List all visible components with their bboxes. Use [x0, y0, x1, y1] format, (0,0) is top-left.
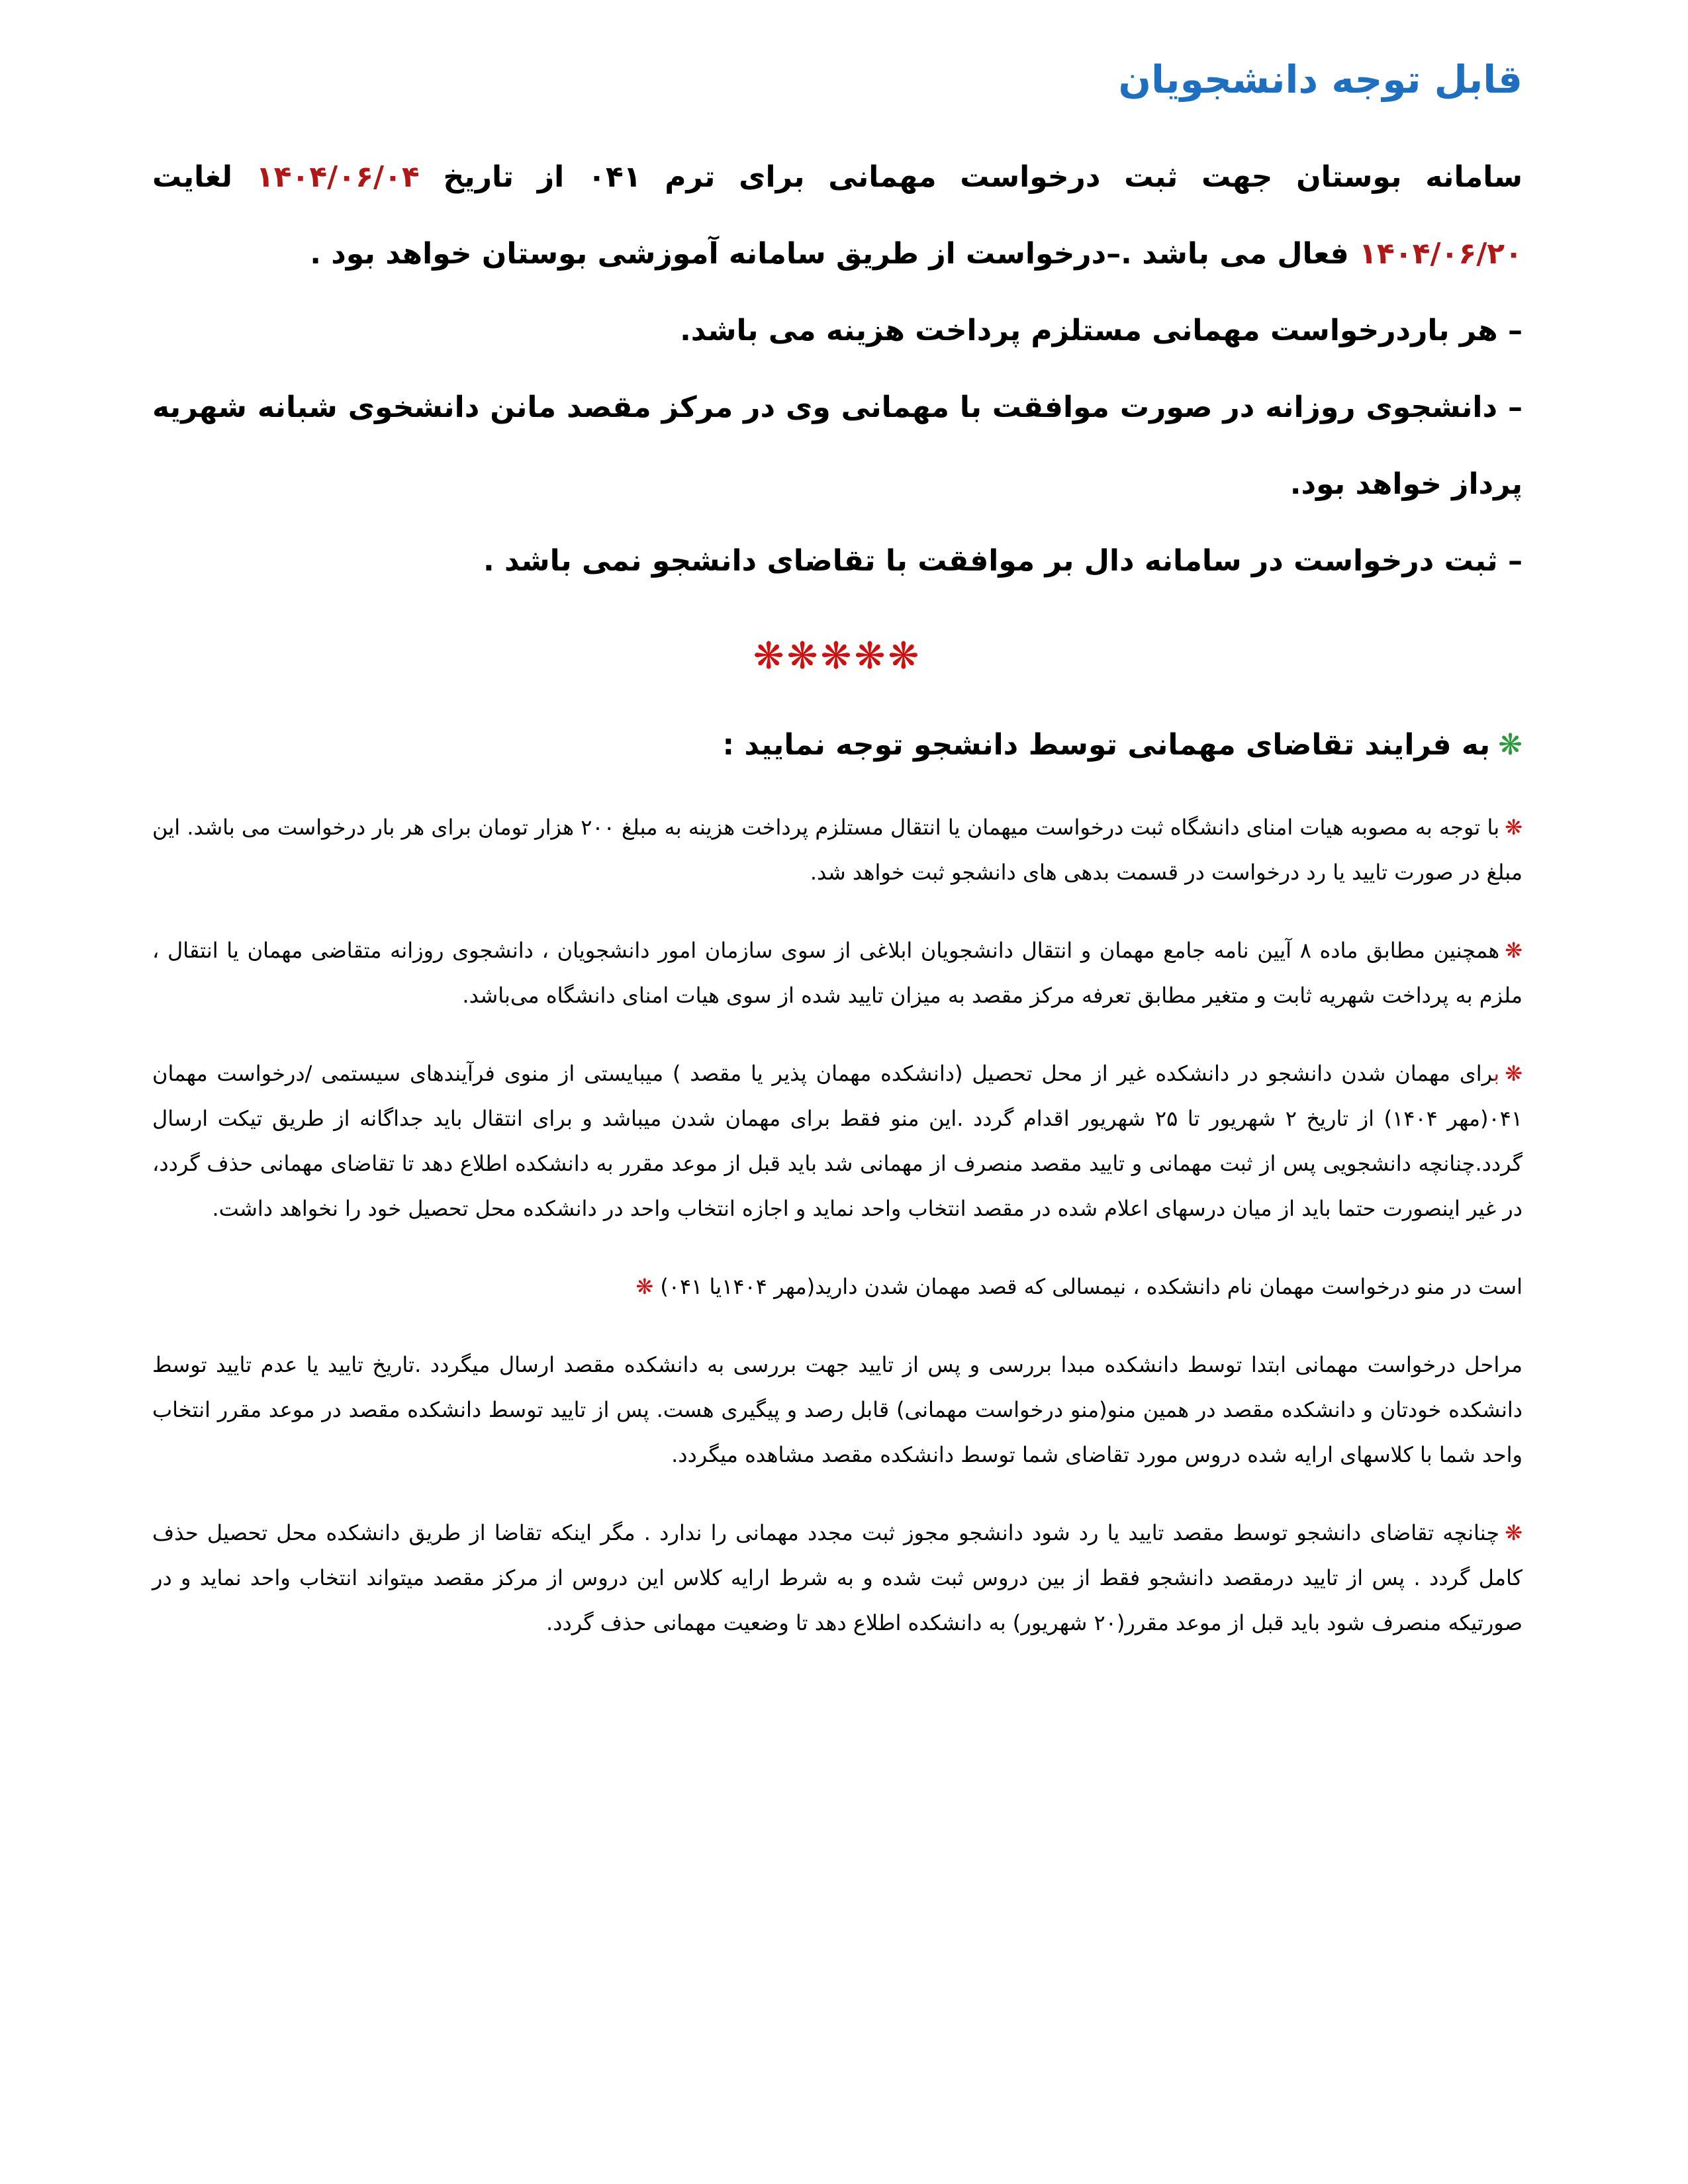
- bullet-icon: ❋: [1505, 815, 1523, 840]
- paragraph-fee: [152, 805, 1523, 895]
- intro-paragraph-dates: [152, 139, 1523, 293]
- intro-section: [152, 139, 1523, 600]
- paragraph-rejection: [152, 1510, 1523, 1645]
- intro-text-part-a: سامانه بوستان جهت ثبت درخواست مهمانی برای ترم ۰۴۱ از تاریخ: [419, 160, 1523, 194]
- process-heading-text: به فرایند تقاضای مهمانی توسط دانشجو توجه نمایید :: [722, 728, 1491, 762]
- paragraph-steps: مراحل درخواست مهمانی ابتدا توسط دانشکده مبدا بررسی و پس از تایید جهت بررسی به دانشکده مقصد ارسال میگردد .تاریخ تایید یا عدم تایید توسط دانشکده خودتان و دانشکده مقصد در همین منو(منو درخواست مهمانی) قابل رصد و پیگیری هست. پس از تایید توسط دانشکده مقصد در موعد مقرر انتخاب واحد شما با کلاسهای ارایه شده دروس مورد تقاضای شما توسط دانشکده مقصد مشاهده میگردد.: [152, 1352, 1523, 1467]
- paragraph-guest-process-text: رای مهمان شدن دانشجو در دانشکده غیر از محل تحصیل (دانشکده مهمان پذیر یا مقصد ) میبایستی از منوی فرآیندهای سیستمی /درخواست مهمان ۰۴۱(مهر ۱۴۰۴) از تاریخ ۲ شهریور تا ۲۵ شهریور اقدام گردد .این منو فقط برای مهمان شدن میباشد و برای انتقال باید جداگانه از طریق تیکت ارسال گردد.چنانچه دانشجویی پس از ثبت مهمانی و تایید مقصد منصرف از مهمانی شد باید قبل از موعد مقرر به دانشکده اطلاع دهد تا تقاضای مهمانی حذف گردد، در غیر اینصورت حتما باید از میان درسهای اعلام شده در مقصد انتخاب واحد نماید و اجازه انتخاب واحد در دانشکده محل تحصیل خود را نخواهد داشت.: [152, 1061, 1523, 1221]
- paragraph-menu-text: است در منو درخواست مهمان نام دانشکده ، نیمسالی که قصد مهمان شدن دارید(مهر ۱۴۰۴یا ۰۴۱): [660, 1274, 1523, 1299]
- stars-divider: ❋❋❋❋❋: [753, 635, 922, 678]
- paragraph-regulation: [152, 928, 1523, 1018]
- process-heading: [152, 719, 1523, 772]
- flower-icon: ❋: [1498, 728, 1523, 762]
- bullet-icon: ❋: [1505, 1061, 1523, 1086]
- paragraph-guest-first-letter: ب: [1493, 1061, 1500, 1086]
- page-title: قابل توجه دانشجویان: [1118, 57, 1523, 102]
- notice-page: [152, 46, 1523, 1678]
- paragraph-rejection-text: چنانچه تقاضای دانشجو توسط مقصد تایید یا رد شود دانشجو مجوز ثبت مجدد مهمانی را ندارد . مگر اینکه تقاضا از طریق دانشکده محل تحصیل حذف کامل گردد . پس از تایید درمقصد دانشجو فقط از بین دروس ثبت شده و به شرط ارایه کلاس این دروس از مرکز مقصد میتواند انتخاب واحد نماید و در صورتیکه منصرف شود باید قبل از موعد مقرر(۲۰ شهریور) به دانشکده اطلاع دهد تا وضعیت مهمانی حذف گردد.: [152, 1520, 1523, 1635]
- start-date: ۱۴۰۴/۰۶/۰۴: [256, 160, 420, 194]
- bullet-icon: ❋: [1505, 938, 1523, 963]
- paragraph-menu: [152, 1264, 1523, 1309]
- bullet-icon: ❋: [1505, 1520, 1523, 1545]
- paragraph-guest-process: [152, 1051, 1523, 1231]
- intro-paragraph-tuition: – دانشجوی روزانه در صورت موافقت با مهمانی وی در مرکز مقصد مانن دانشخوی شبانه شهریه پرداز خواهد بود.: [152, 390, 1523, 501]
- intro-paragraph-fee: – هر باردرخواست مهمانی مستلزم پرداخت هزینه می باشد.: [680, 314, 1523, 347]
- intro-paragraph-approval: – ثبت درخواست در سامانه دال بر موافقت با تقاضای دانشجو نمی باشد .: [483, 544, 1523, 578]
- paragraph-regulation-text: همچنین مطابق ماده ۸ آیین نامه جامع مهمان و انتقال دانشجویان ابلاغی از سوی سازمان امور دانشجویان ، دانشجوی روزانه متقاضی مهمان یا انتقال ، ملزم به پرداخت شهریه ثابت و متغیر مطابق تعرفه مرکز مقصد به میزان تایید شده از سوی هیات امنای دانشگاه می‌باشد.: [152, 938, 1523, 1008]
- bullet-icon: ❋: [635, 1274, 654, 1299]
- intro-text-part-c: فعال می باشد .–درخواست از طریق سامانه آموزشی بوستان خواهد بود .: [310, 237, 1360, 271]
- end-date: ۱۴۰۴/۰۶/۲۰: [1359, 237, 1523, 271]
- paragraph-fee-text: با توجه به مصوبه هیات امنای دانشگاه ثبت درخواست میهمان یا انتقال مستلزم پرداخت هزینه به مبلغ ۲۰۰ هزار تومان برای هر بار درخواست می باشد. این مبلغ در صورت تایید یا رد درخواست در قسمت بدهی های دانشجو ثبت خواهد شد.: [152, 815, 1523, 885]
- intro-text-part-b: لغایت: [152, 160, 256, 194]
